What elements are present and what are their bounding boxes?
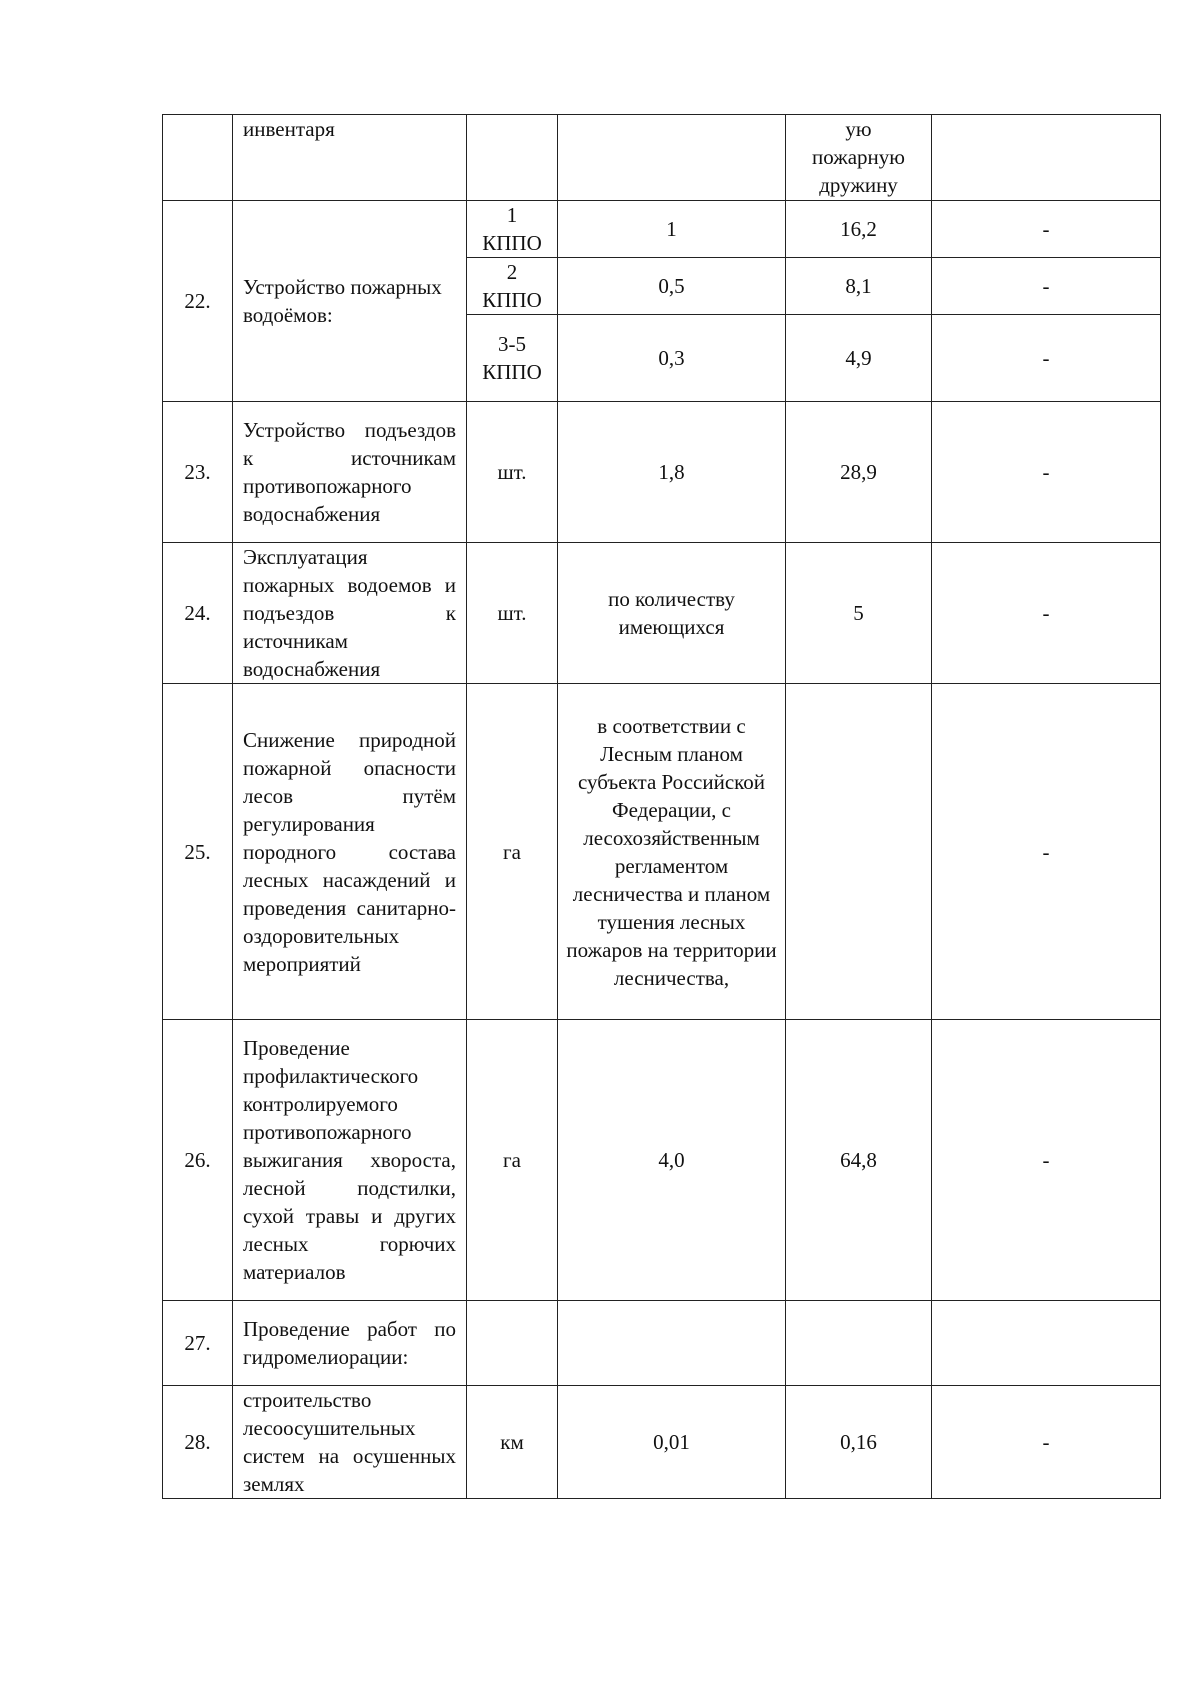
value-cell: 64,8 — [786, 1020, 932, 1301]
norm-cell: в соответствии с Лесным планом субъекта Российской Федерации, с лесохозяйственным регламентом лесничества и планом тушения лесных пожаров на территории лесничества, — [558, 684, 786, 1020]
row-number-cell: 28. — [163, 1386, 233, 1499]
measure-name-cell — [233, 1301, 467, 1386]
measure-name: Снижение природной пожарной опасности лесов путём регулирования породного состава лесных насаждений и проведения санитарно-оздоровительных мероприятий — [243, 727, 456, 976]
row-number-cell: 26. — [163, 1020, 233, 1301]
table-row — [163, 684, 1161, 1020]
table-row — [163, 1301, 1161, 1386]
measure-name-cell — [233, 1020, 467, 1301]
norm-cell: 4,0 — [558, 1020, 786, 1301]
last-cell: - — [932, 402, 1161, 543]
value-line: дружину — [819, 173, 898, 197]
value-cell — [786, 1301, 932, 1386]
measure-name: Устройство пожарных водоёмов: — [243, 275, 442, 327]
row-number-cell: 24. — [163, 543, 233, 684]
unit-cell — [467, 1301, 558, 1386]
table-row — [163, 543, 1161, 684]
measure-name-cell — [233, 201, 467, 402]
row-number-cell: 22. — [163, 201, 233, 402]
norm-cell: 0,01 — [558, 1386, 786, 1499]
measure-name-cell — [233, 115, 467, 201]
table-row — [163, 201, 1161, 258]
value-line: пожарную — [812, 145, 905, 169]
norm-cell — [558, 1301, 786, 1386]
table-row-continuation — [163, 115, 1161, 201]
value-cell — [786, 115, 932, 201]
measure-name-cell — [233, 402, 467, 543]
last-cell: - — [932, 201, 1161, 258]
measure-name: строительство лесоосушительных систем на осушенных землях — [243, 1388, 456, 1496]
last-cell: - — [932, 258, 1161, 315]
norm-cell: 1 — [558, 201, 786, 258]
value-cell — [786, 684, 932, 1020]
value-cell: 16,2 — [786, 201, 932, 258]
norm-cell: 0,5 — [558, 258, 786, 315]
value-cell: 0,16 — [786, 1386, 932, 1499]
measure-name: Эксплуатация пожарных водоемов и подъездов к источникам водоснабжения — [243, 545, 456, 681]
table-row — [163, 402, 1161, 543]
unit-cell — [467, 115, 558, 201]
last-cell — [932, 1301, 1161, 1386]
norm-cell: 0,3 — [558, 315, 786, 402]
measure-name-cell — [233, 543, 467, 684]
unit-cell: 1 КППО — [467, 201, 558, 258]
table-row — [163, 1386, 1161, 1499]
row-number-cell: 23. — [163, 402, 233, 543]
value-cell: 5 — [786, 543, 932, 684]
value-line: ую — [845, 117, 872, 141]
row-number-cell: 27. — [163, 1301, 233, 1386]
row-number-cell: 25. — [163, 684, 233, 1020]
last-cell — [932, 115, 1161, 201]
last-cell: - — [932, 315, 1161, 402]
unit-cell: га — [467, 684, 558, 1020]
measure-name: Устройство подъездов к источникам противопожарного водоснабжения — [243, 418, 456, 526]
norm-cell: по количеству имеющихся — [558, 543, 786, 684]
measure-name: Проведение работ по гидромелиорации: — [243, 1317, 456, 1369]
value-cell: 8,1 — [786, 258, 932, 315]
last-cell: - — [932, 543, 1161, 684]
measure-name: Проведение профилактического контролируемого противопожарного выжигания хвороста, лесной подстилки, сухой травы и других лесных горючих материалов — [243, 1036, 456, 1284]
last-cell: - — [932, 1020, 1161, 1301]
unit-cell: га — [467, 1020, 558, 1301]
norm-cell — [558, 115, 786, 201]
norm-cell: 1,8 — [558, 402, 786, 543]
value-cell: 28,9 — [786, 402, 932, 543]
row-number-cell — [163, 115, 233, 201]
measure-name-cell — [233, 684, 467, 1020]
measures-table — [162, 114, 1161, 1499]
unit-cell: км — [467, 1386, 558, 1499]
measure-name: инвентаря — [243, 117, 335, 141]
table-row — [163, 1020, 1161, 1301]
last-cell: - — [932, 1386, 1161, 1499]
unit-cell: 2 КППО — [467, 258, 558, 315]
value-cell: 4,9 — [786, 315, 932, 402]
unit-cell: шт. — [467, 543, 558, 684]
measure-name-cell — [233, 1386, 467, 1499]
last-cell: - — [932, 684, 1161, 1020]
unit-cell: шт. — [467, 402, 558, 543]
unit-cell: 3-5 КППО — [467, 315, 558, 402]
